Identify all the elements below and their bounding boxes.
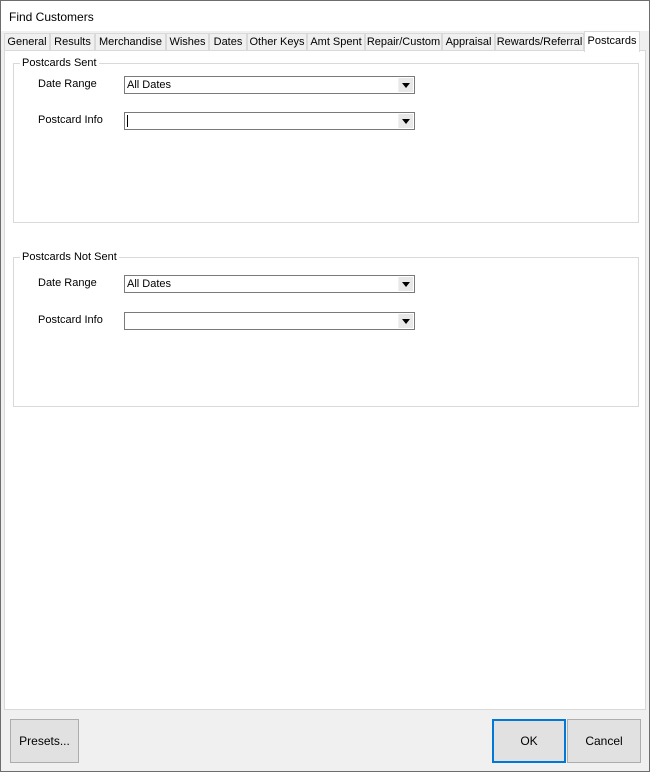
not-sent-postcard-info-combo[interactable] <box>124 312 415 330</box>
postcards-sent-legend: Postcards Sent <box>22 57 97 69</box>
chevron-down-icon[interactable] <box>398 78 413 92</box>
not-sent-date-range-value: All Dates <box>127 278 172 290</box>
tab-wishes[interactable]: Wishes <box>166 33 209 50</box>
chevron-down-icon[interactable] <box>398 277 413 291</box>
text-caret <box>127 115 128 127</box>
ok-button[interactable]: OK <box>492 719 566 763</box>
cancel-button[interactable]: Cancel <box>567 719 641 763</box>
tab-dates[interactable]: Dates <box>209 33 247 50</box>
tab-merchandise[interactable]: Merchandise <box>95 33 166 50</box>
tab-appraisal[interactable]: Appraisal <box>442 33 495 50</box>
postcards-not-sent-legend: Postcards Not Sent <box>22 251 117 263</box>
postcards-sent-group <box>13 57 639 223</box>
sent-postcard-info-combo[interactable] <box>124 112 415 130</box>
tab-postcards[interactable]: Postcards <box>584 31 640 52</box>
title-bar[interactable] <box>1 1 649 31</box>
sent-postcard-info-label: Postcard Info <box>38 114 103 126</box>
not-sent-date-range-combo[interactable] <box>124 275 415 293</box>
tab-results[interactable]: Results <box>50 33 95 50</box>
tab-amt-spent[interactable]: Amt Spent <box>307 33 365 50</box>
tab-rewards-referral[interactable]: Rewards/Referral <box>495 33 584 50</box>
sent-date-range-label: Date Range <box>38 78 97 90</box>
sent-date-range-value: All Dates <box>127 79 172 91</box>
not-sent-date-range-label: Date Range <box>38 277 97 289</box>
window-title: Find Customers <box>9 10 94 24</box>
tab-other-keys[interactable]: Other Keys <box>247 33 307 50</box>
sent-date-range-combo[interactable] <box>124 76 415 94</box>
tab-general[interactable]: General <box>4 33 50 50</box>
presets-button[interactable]: Presets... <box>10 719 79 763</box>
postcards-tab-page <box>4 50 646 710</box>
not-sent-postcard-info-label: Postcard Info <box>38 314 103 326</box>
chevron-down-icon[interactable] <box>398 114 413 128</box>
tab-strip <box>4 31 646 51</box>
postcards-not-sent-group <box>13 251 639 407</box>
tab-repair-custom[interactable]: Repair/Custom <box>365 33 442 50</box>
chevron-down-icon[interactable] <box>398 314 413 328</box>
